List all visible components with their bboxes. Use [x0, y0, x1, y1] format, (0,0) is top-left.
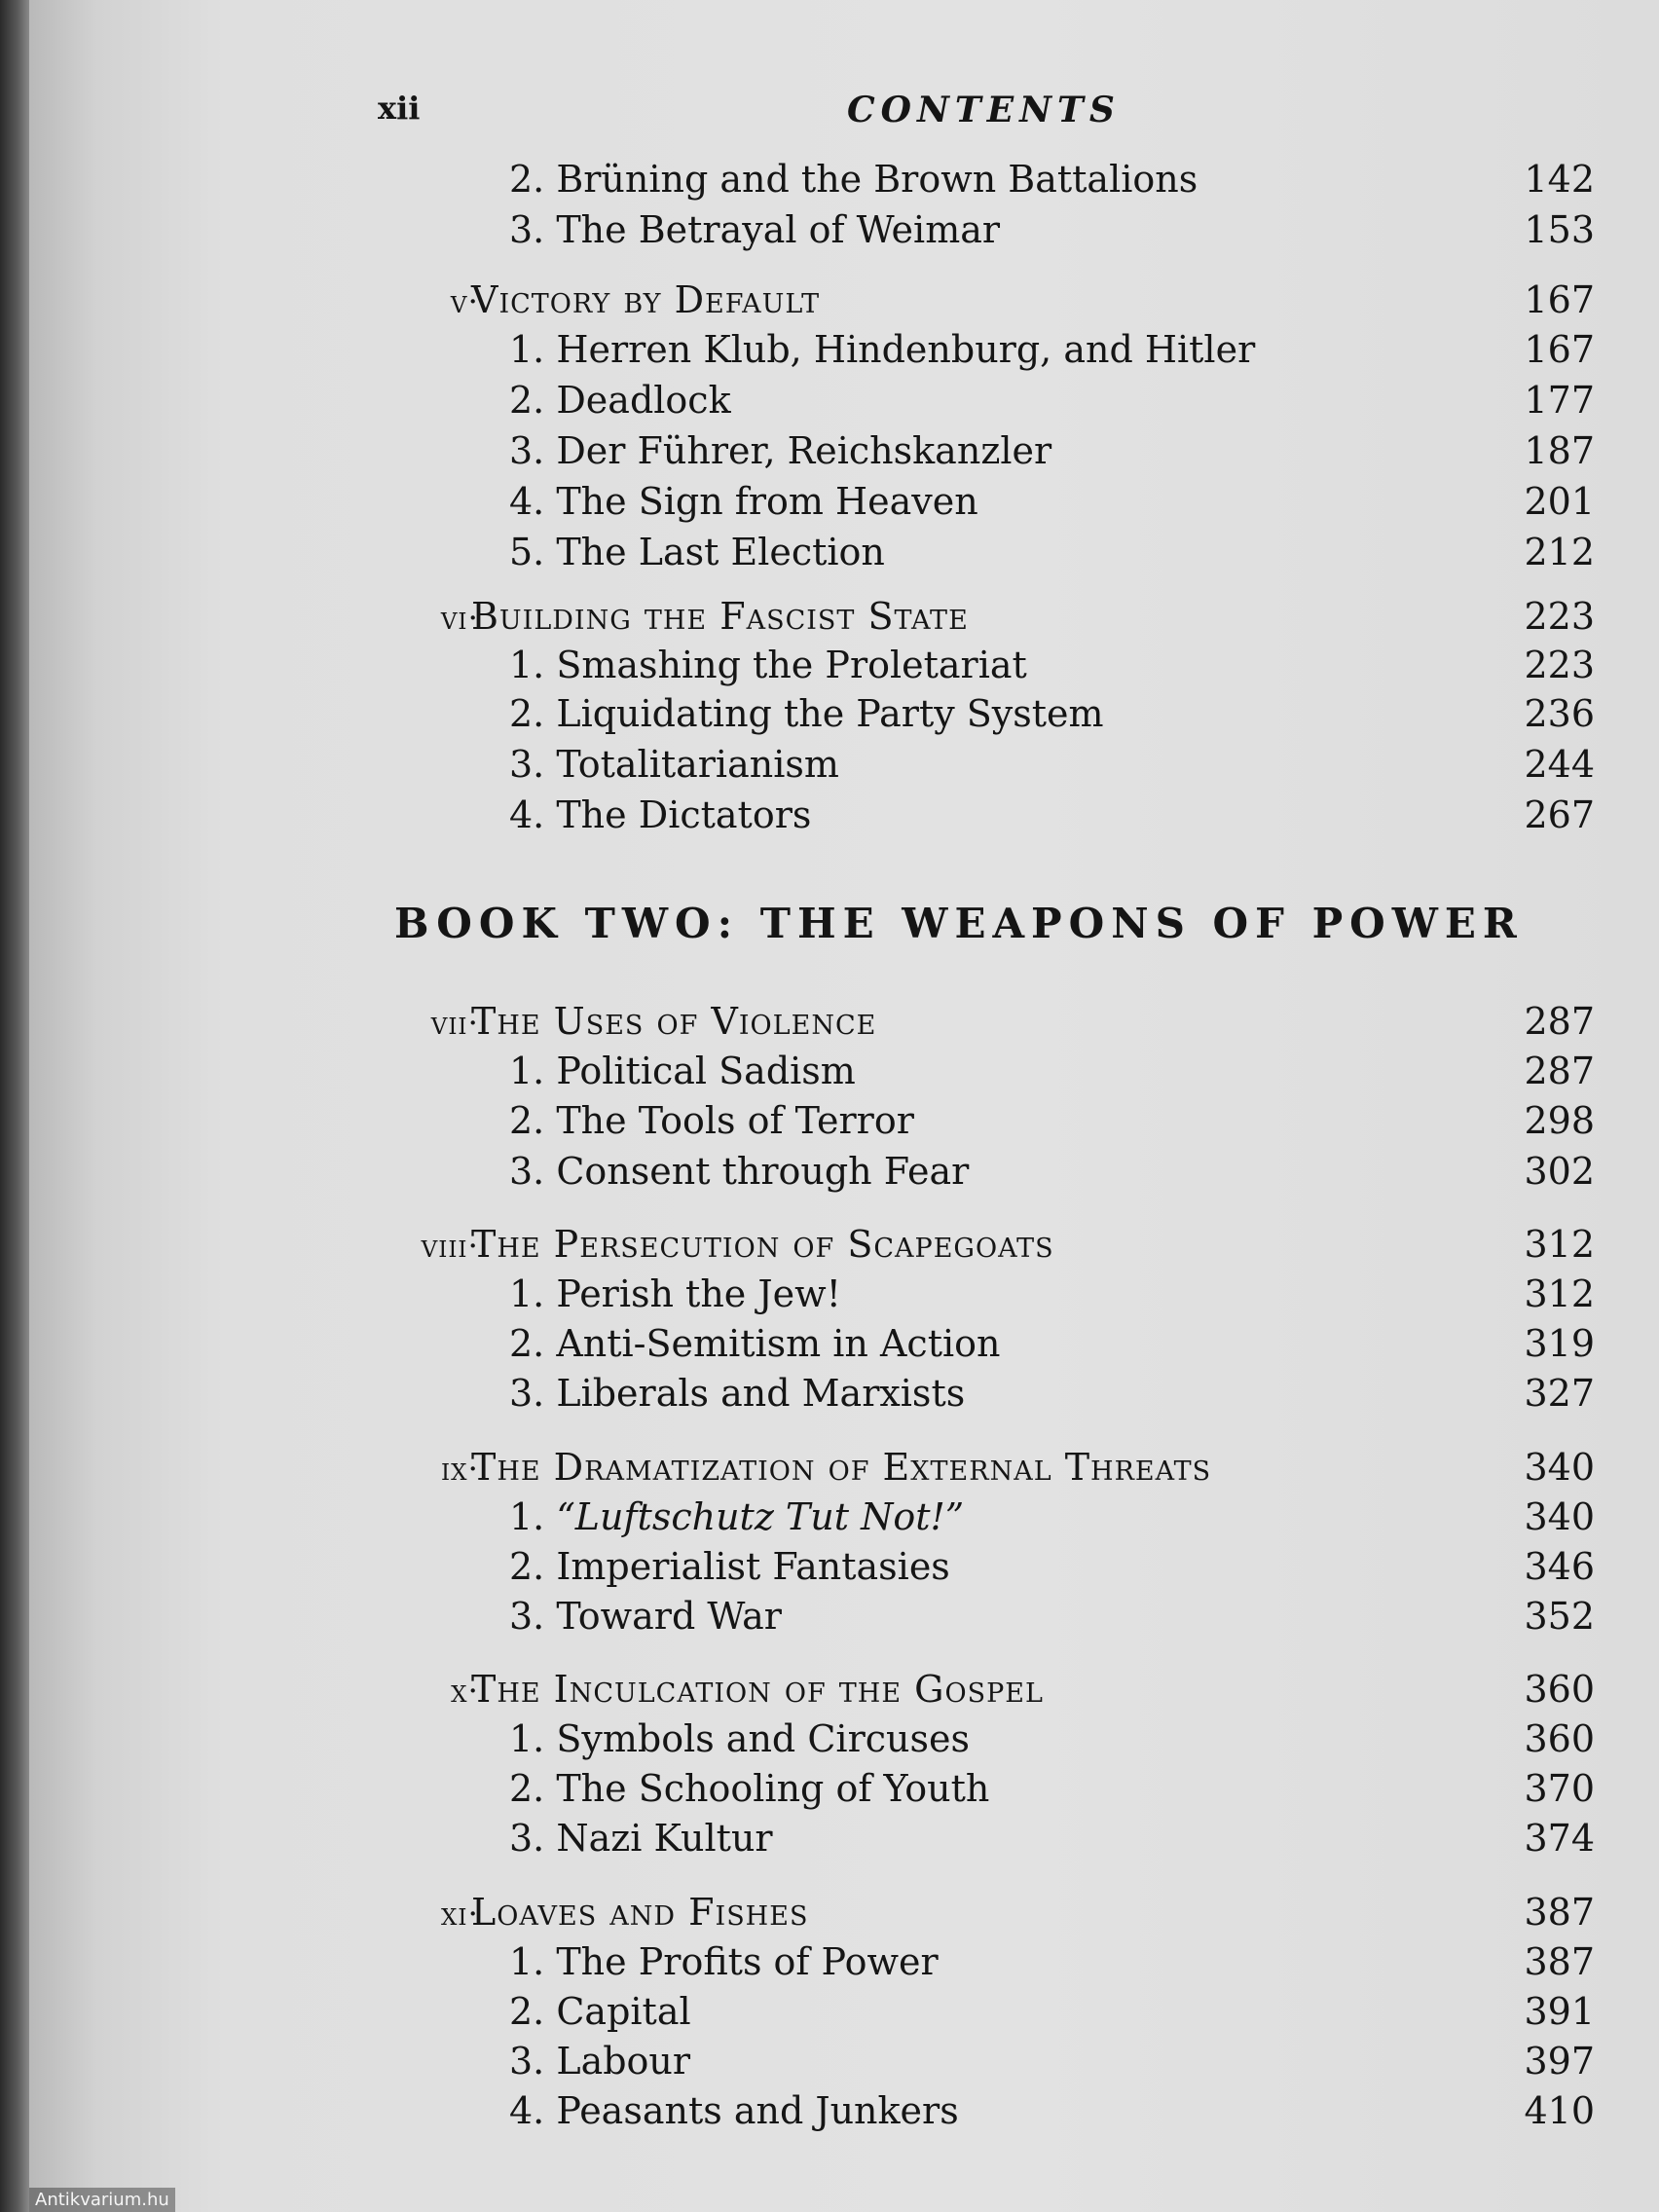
toc-section-row: [29, 1595, 1659, 1645]
contents-page: [29, 0, 1659, 2212]
section-title: 2. Anti-Semitism in Action: [509, 1322, 1001, 1365]
toc-section-row: [29, 1717, 1659, 1768]
page-ref: 244: [1524, 743, 1595, 786]
section-title: 3. Nazi Kultur: [509, 1817, 773, 1860]
toc-section-row: [29, 328, 1659, 379]
section-title: 1. Political Sadism: [509, 1050, 856, 1092]
section-title: 2. Liquidating the Party System: [509, 692, 1104, 735]
toc-chapter-row: [29, 1668, 1659, 1718]
page-ref: 142: [1524, 158, 1595, 201]
page-ref: 223: [1524, 595, 1595, 638]
chapter-title: Victory by Default: [471, 278, 821, 321]
toc-section-row: [29, 1050, 1659, 1100]
page-ref: 397: [1524, 2040, 1595, 2083]
page-ref: 212: [1524, 531, 1595, 573]
section-number: 1.: [509, 1495, 557, 1538]
chapter-title: The Inculcation of the Gospel: [471, 1668, 1044, 1711]
page-ref: 360: [1524, 1717, 1595, 1760]
chapter-number: vi·: [440, 599, 479, 637]
section-title: 2. The Schooling of Youth: [509, 1767, 990, 1810]
toc-section-row: [29, 692, 1659, 743]
page-ref: 360: [1524, 1668, 1595, 1711]
section-title: 3. Liberals and Marxists: [509, 1372, 966, 1415]
page-ref: 346: [1524, 1545, 1595, 1588]
section-title: [509, 1495, 964, 1538]
section-title: 1. The Profits of Power: [509, 1940, 939, 1983]
page-ref: 187: [1524, 429, 1595, 472]
toc-section-row: [29, 379, 1659, 429]
chapter-title: The Persecution of Scapegoats: [471, 1223, 1054, 1266]
book-heading: BOOK TWO: THE WEAPONS OF POWER: [394, 900, 1524, 947]
watermark: Antikvarium.hu: [29, 2188, 175, 2212]
chapter-number: v·: [450, 282, 479, 320]
page-ref: 153: [1524, 208, 1595, 251]
page-ref: 352: [1524, 1595, 1595, 1638]
section-title: 1. Smashing the Proletariat: [509, 644, 1027, 686]
chapter-number: xi·: [441, 1895, 479, 1933]
toc-chapter-row: [29, 278, 1659, 329]
toc-section-row: [29, 429, 1659, 480]
page-ref: 312: [1524, 1272, 1595, 1315]
page-ref: 391: [1524, 1990, 1595, 2033]
chapter-title: Loaves and Fishes: [471, 1891, 809, 1934]
section-title: 1. Herren Klub, Hindenburg, and Hitler: [509, 328, 1256, 371]
section-title: 3. Totalitarianism: [509, 743, 839, 786]
toc-section-row: [29, 1545, 1659, 1596]
page-header: [29, 90, 1659, 138]
page-number: xii: [378, 90, 421, 127]
toc-section-row: [29, 2040, 1659, 2090]
page-ref: 340: [1524, 1495, 1595, 1538]
page-ref: 267: [1524, 793, 1595, 836]
page-ref: 236: [1524, 692, 1595, 735]
section-title: 2. Imperialist Fantasies: [509, 1545, 950, 1588]
book-binding: [0, 0, 29, 2212]
section-title: 3. Toward War: [509, 1595, 782, 1638]
page-ref: 312: [1524, 1223, 1595, 1266]
page-ref: 287: [1524, 1000, 1595, 1043]
toc-section-row: [29, 158, 1659, 208]
toc-section-row: [29, 1099, 1659, 1150]
toc-section-row: [29, 480, 1659, 531]
toc-section-row: [29, 1272, 1659, 1323]
page-title: CONTENTS: [847, 90, 1121, 130]
section-title: 3. Der Führer, Reichskanzler: [509, 429, 1052, 472]
toc-section-row: [29, 1817, 1659, 1867]
section-title: 2. The Tools of Terror: [509, 1099, 914, 1142]
section-title: 4. Peasants and Junkers: [509, 2089, 959, 2132]
page-ref: 167: [1524, 278, 1595, 321]
toc-chapter-row: [29, 595, 1659, 645]
section-title: 2. Capital: [509, 1990, 691, 2033]
page-ref: 287: [1524, 1050, 1595, 1092]
toc-section-row: [29, 2089, 1659, 2140]
chapter-title: Building the Fascist State: [471, 595, 969, 638]
section-title: 2. Brüning and the Brown Battalions: [509, 158, 1198, 201]
toc-section-row: [29, 1495, 1659, 1546]
section-title: 1. Perish the Jew!: [509, 1272, 841, 1315]
section-title: 1. Symbols and Circuses: [509, 1717, 970, 1760]
toc-section-row: [29, 208, 1659, 259]
page-ref: 327: [1524, 1372, 1595, 1415]
page-ref: 302: [1524, 1150, 1595, 1193]
toc-section-row: [29, 1322, 1659, 1373]
page-ref: 387: [1524, 1891, 1595, 1934]
chapter-title: The Uses of Violence: [471, 1000, 877, 1043]
page-ref: 370: [1524, 1767, 1595, 1810]
section-title: 4. The Dictators: [509, 793, 812, 836]
toc-section-row: [29, 793, 1659, 844]
toc-chapter-row: [29, 1223, 1659, 1273]
toc-section-row: [29, 1940, 1659, 1991]
page-ref: 410: [1524, 2089, 1595, 2132]
chapter-number: viii·: [421, 1227, 479, 1265]
toc-chapter-row: [29, 1446, 1659, 1496]
chapter-title: The Dramatization of External Threats: [471, 1446, 1212, 1489]
page-ref: 340: [1524, 1446, 1595, 1489]
toc-section-row: [29, 531, 1659, 581]
page-ref: 167: [1524, 328, 1595, 371]
section-title-italic: “Luftschutz Tut Not!”: [556, 1495, 965, 1538]
toc-section-row: [29, 1150, 1659, 1200]
page-ref: 298: [1524, 1099, 1595, 1142]
toc-chapter-row: [29, 1891, 1659, 1941]
section-title: 3. The Betrayal of Weimar: [509, 208, 1001, 251]
page-ref: 177: [1524, 379, 1595, 422]
section-title: 3. Consent through Fear: [509, 1150, 970, 1193]
section-title: 4. The Sign from Heaven: [509, 480, 978, 523]
section-title: 3. Labour: [509, 2040, 691, 2083]
toc-chapter-row: [29, 1000, 1659, 1051]
chapter-number: vii·: [430, 1004, 479, 1042]
page-ref: 319: [1524, 1322, 1595, 1365]
chapter-number: ix·: [441, 1450, 479, 1488]
toc-section-row: [29, 1767, 1659, 1818]
toc-section-row: [29, 1372, 1659, 1422]
chapter-number: x·: [451, 1672, 479, 1710]
toc-section-row: [29, 1990, 1659, 2041]
page-ref: 201: [1524, 480, 1595, 523]
section-title: 2. Deadlock: [509, 379, 731, 422]
page-ref: 223: [1524, 644, 1595, 686]
toc-section-row: [29, 743, 1659, 793]
toc-section-row: [29, 644, 1659, 694]
page-ref: 374: [1524, 1817, 1595, 1860]
page-ref: 387: [1524, 1940, 1595, 1983]
section-title: 5. The Last Election: [509, 531, 885, 573]
